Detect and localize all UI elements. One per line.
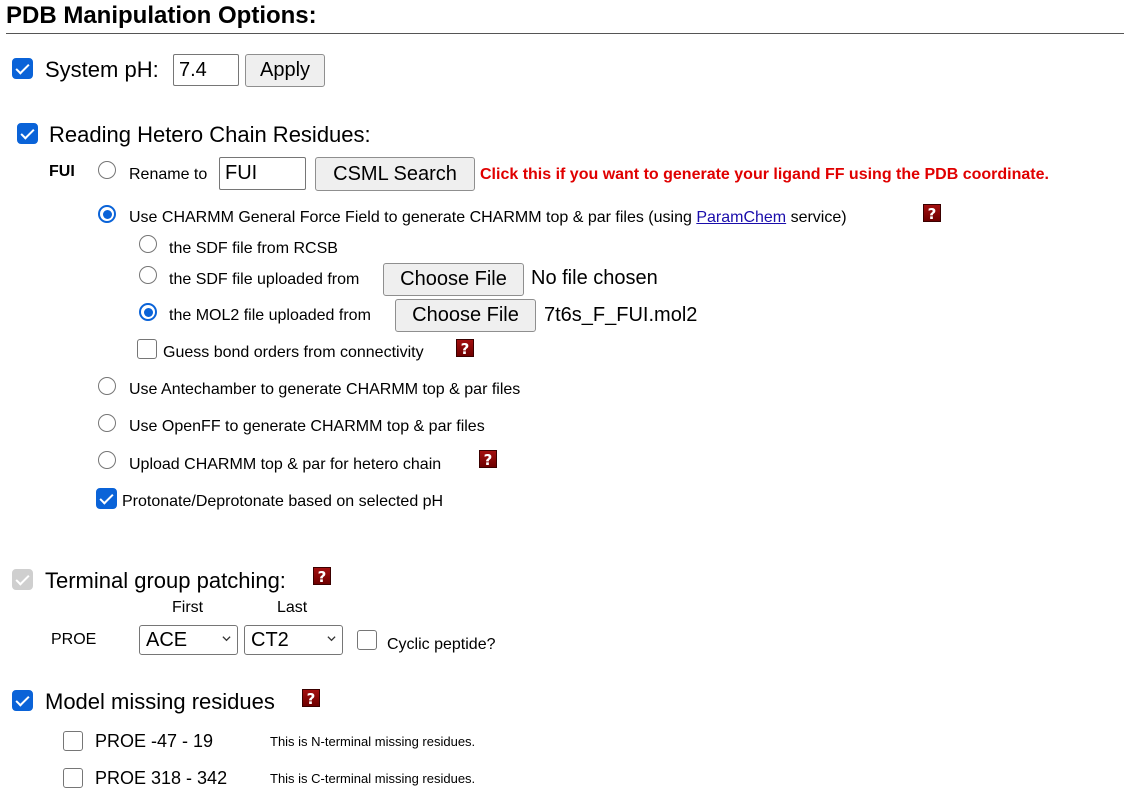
first-column-header: First — [172, 599, 204, 616]
csml-search-button[interactable]: CSML Search — [315, 157, 475, 191]
cgenff-suffix: service) — [790, 209, 847, 226]
cyclic-peptide-label: Cyclic peptide? — [387, 636, 496, 653]
hetero-label: Reading Hetero Chain Residues: — [49, 122, 371, 147]
missing-row-range-n: PROE -47 - 19 — [95, 731, 214, 751]
missing-row-note-c: This is C-terminal missing residues. — [270, 771, 476, 786]
cyclic-peptide-checkbox[interactable] — [357, 630, 377, 650]
missing-residues-label: Model missing residues — [45, 689, 275, 714]
page-title: PDB Manipulation Options: — [6, 2, 317, 29]
system-ph-input[interactable] — [173, 54, 239, 86]
missing-residues-help-icon[interactable]: ? — [302, 689, 320, 707]
residue-name: FUI — [49, 163, 75, 180]
missing-row-note-n: This is N-terminal missing residues. — [270, 734, 476, 749]
last-column-header: Last — [277, 599, 308, 616]
missing-row-range-c: PROE 318 - 342 — [95, 768, 228, 788]
cgenff-prefix: Use CHARMM General Force Field to generate CHARMM top & par files (using — [129, 209, 692, 226]
paramchem-link[interactable]: ParamChem — [696, 209, 787, 226]
cgenff-label — [129, 209, 847, 227]
sdf-rcsb-label: the SDF file from RCSB — [169, 240, 338, 257]
missing-residues-checkbox[interactable] — [12, 690, 33, 711]
system-ph-label: System pH: — [45, 57, 159, 82]
guess-bond-help-icon[interactable]: ? — [456, 339, 474, 357]
terminal-help-icon[interactable]: ? — [313, 567, 331, 585]
mol2-upload-radio[interactable] — [139, 303, 157, 321]
terminal-label: Terminal group patching: — [45, 568, 286, 593]
sdf-upload-label: the SDF file uploaded from — [169, 271, 360, 288]
cgenff-help-icon[interactable]: ? — [923, 204, 941, 222]
csml-hint: Click this if you want to generate your ligand FF using the PDB coordinate. — [480, 166, 1049, 183]
rename-radio[interactable] — [98, 161, 116, 179]
mol2-upload-label: the MOL2 file uploaded from — [169, 307, 371, 324]
antechamber-radio[interactable] — [98, 377, 116, 395]
sdf-choose-file-button[interactable]: Choose File — [383, 263, 524, 296]
guess-bond-checkbox[interactable] — [137, 339, 157, 359]
missing-row-checkbox-c[interactable] — [63, 768, 83, 788]
cgenff-radio[interactable] — [98, 205, 116, 223]
sdf-upload-radio[interactable] — [139, 266, 157, 284]
openff-radio[interactable] — [98, 414, 116, 432]
chevron-down-icon — [222, 634, 231, 643]
last-patch-select[interactable] — [244, 625, 343, 655]
openff-label: Use OpenFF to generate CHARMM top & par files — [129, 418, 485, 435]
antechamber-label: Use Antechamber to generate CHARMM top & par files — [129, 381, 521, 398]
rename-input[interactable] — [219, 157, 306, 190]
protonate-label: Protonate/Deprotonate based on selected pH — [122, 493, 444, 510]
apply-button[interactable]: Apply — [245, 54, 325, 87]
first-patch-value: ACE — [146, 629, 188, 651]
protonate-checkbox[interactable] — [96, 488, 117, 509]
mol2-choose-file-button[interactable]: Choose File — [395, 299, 536, 332]
upload-charmm-help-icon[interactable]: ? — [479, 450, 497, 468]
system-ph-checkbox[interactable] — [12, 58, 33, 79]
first-patch-select[interactable] — [139, 625, 238, 655]
upload-charmm-label: Upload CHARMM top & par for hetero chain — [129, 456, 442, 473]
chevron-down-icon — [327, 634, 336, 643]
terminal-chain-name: PROE — [51, 631, 97, 648]
title-divider — [6, 33, 1124, 34]
missing-row-checkbox-n[interactable] — [63, 731, 83, 751]
sdf-file-status: No file chosen — [531, 267, 658, 289]
terminal-checkbox[interactable] — [12, 569, 33, 590]
mol2-file-name: 7t6s_F_FUI.mol2 — [544, 304, 698, 326]
last-patch-value: CT2 — [251, 629, 289, 651]
hetero-checkbox[interactable] — [17, 123, 38, 144]
sdf-rcsb-radio[interactable] — [139, 235, 157, 253]
guess-bond-label: Guess bond orders from connectivity — [163, 344, 424, 361]
upload-charmm-radio[interactable] — [98, 451, 116, 469]
rename-label: Rename to — [129, 166, 208, 183]
